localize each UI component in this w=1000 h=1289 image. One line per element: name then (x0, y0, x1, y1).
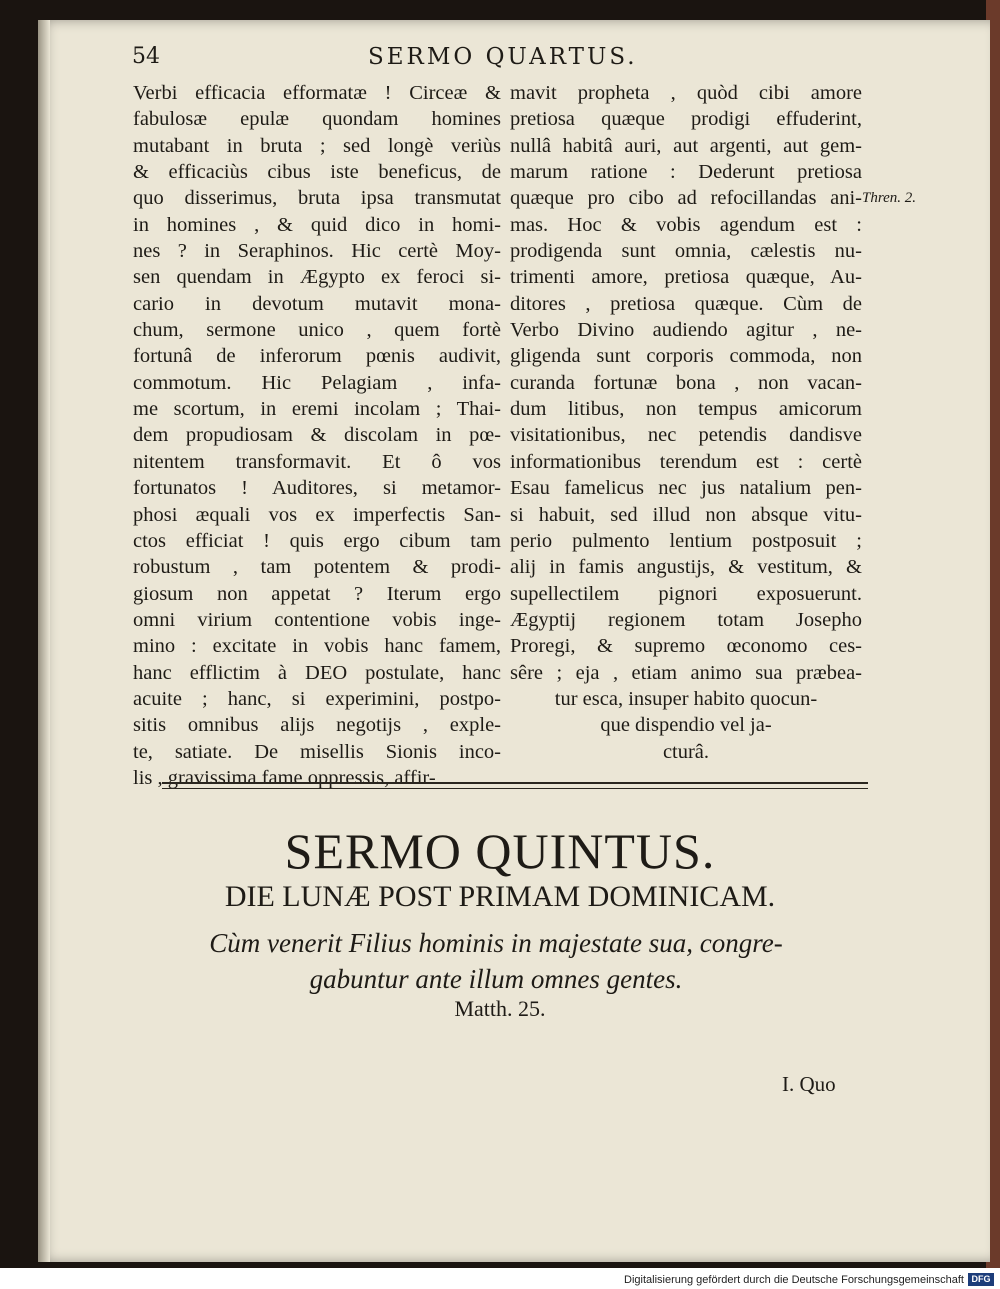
text-line: sen quendam in Ægypto ex feroci si- (133, 266, 501, 289)
text-line: giosum non appetat ? Iterum ergo (133, 582, 501, 605)
text-line: acuite ; hanc, si experimini, postpo- (133, 687, 501, 710)
text-line: Esau famelicus nec jus natalium pen- (510, 477, 862, 500)
text-line: fortunâ de inferorum pœnis audivit, (133, 345, 501, 368)
dfg-logo: DFG (968, 1273, 994, 1286)
bible-reference: Matth. 25. (454, 996, 546, 1021)
page-number: 54 (132, 44, 160, 69)
text-line: quo disserimus, bruta ipsa transmutat (133, 187, 501, 210)
text-line: mas. Hoc & vobis agendum est : (510, 213, 862, 236)
section-rule (162, 782, 868, 789)
text-line: gligenda sunt corporis commoda, non (510, 345, 862, 368)
text-line: cario in devotum mutavit mona- (133, 292, 501, 315)
text-line: fortunatos ! Auditores, si metamor- (133, 477, 501, 500)
text-line: trimenti amore, pretiosa quæque, Au- (510, 266, 862, 289)
text-line: pretiosa quæque prodigi effuderint, (510, 108, 862, 131)
text-line: sitis omnibus alijs negotijs , exple- (133, 714, 501, 737)
text-line: lis , gravissima fame oppressis, affir- (133, 766, 436, 789)
running-head (0, 44, 1000, 74)
text-line: ditores , pretiosa quæque. Cùm de (510, 292, 862, 315)
text-line: nitentem transformavit. Et ô vos (133, 450, 501, 473)
text-line: perio pulmento lentium postposuit ; (510, 529, 862, 552)
text-line: quæque pro cibo ad refocillandas ani- (510, 187, 862, 210)
running-title: SERMO QUARTUS. (368, 44, 638, 70)
text-line: cturâ. (662, 740, 710, 763)
text-line: hanc efflictim à DEO postulate, hanc (133, 661, 501, 684)
text-line: robustum , tam potentem & prodi- (133, 556, 501, 579)
text-line: curanda fortunæ bona , non vacan- (510, 371, 862, 394)
sermon-epigraph (120, 925, 872, 997)
text-line: Proregi, & supremo œconomo ces- (510, 635, 862, 658)
text-line: Verbi efficacia efformatæ ! Circeæ & (133, 82, 501, 104)
text-line: nullâ habitâ auri, aut argenti, aut gem- (510, 134, 862, 157)
text-line: sêre ; eja , etiam animo sua præbea- (510, 661, 862, 684)
text-line: prodigenda sunt omnia, cælestis nu- (510, 240, 862, 263)
epigraph-line: Cùm venerit Filius hominis in majestate sua, congre- (209, 928, 783, 958)
epigraph-line: gabuntur ante illum omnes gentes. (309, 964, 683, 994)
text-line: supellectilem pignori exposuerunt. (510, 582, 862, 605)
text-line: mavit propheta , quòd cibi amore (510, 82, 862, 104)
text-line: & efficaciùs cibus iste beneficus, de (133, 161, 501, 184)
sermon-subtitle: DIE LUNÆ POST PRIMAM DOMINICAM. (224, 880, 776, 913)
left-text-column (133, 80, 501, 791)
text-line: in homines , & quid dico in homi- (133, 213, 501, 236)
text-line: commotum. Hic Pelagiam , infa- (133, 371, 501, 394)
text-line: Verbo Divino audiendo agitur , ne- (510, 319, 862, 342)
text-line: me scortum, in eremi incolam ; Thai- (133, 398, 501, 421)
text-line: ctos efficiat ! quis ergo cibum tam (133, 529, 501, 552)
text-line: phosi æquali vos ex imperfectis San- (133, 503, 501, 526)
text-line: dum litibus, non tempus amicorum (510, 398, 862, 421)
text-line: nes ? in Seraphinos. Hic certè Moy- (133, 240, 501, 263)
text-line: informationibus terendum est : certè (510, 450, 862, 473)
text-line: chum, sermone unico , quem fortè (133, 319, 501, 342)
sermon-title: SERMO QUINTUS. (284, 823, 716, 879)
text-line: marum ratione : Dederunt pretiosa (510, 161, 862, 184)
text-line: mino : excitate in vobis hanc famem, (133, 635, 501, 658)
text-line: que dispendio vel ja- (600, 714, 772, 737)
text-line: tur esca, insuper habito quocun- (554, 687, 818, 710)
digitization-credit: Digitalisierung gefördert durch die Deutsche Forschungsgemeinschaft (624, 1274, 964, 1286)
text-line: omni virium contentione vobis inge- (133, 608, 501, 631)
catchword: I. Quo (782, 1072, 836, 1096)
text-line: te, satiate. De misellis Sionis inco- (133, 740, 501, 763)
text-line: visitationibus, nec petendis dandisve (510, 424, 862, 447)
text-line: fabulosæ epulæ quondam homines (133, 108, 501, 131)
text-line: Ægyptij regionem totam Josepho (510, 608, 862, 631)
text-line: si habuit, sed illud non absque vitu- (510, 503, 862, 526)
marginal-note: Thren. 2. (862, 190, 917, 206)
text-line: alij in famis angustijs, & vestitum, & (510, 556, 862, 579)
text-line: dem propudiosam & discolam in pœ- (133, 424, 501, 447)
text-line: mutabant in bruta ; sed longè veriùs (133, 134, 501, 157)
right-text-column (510, 80, 862, 765)
